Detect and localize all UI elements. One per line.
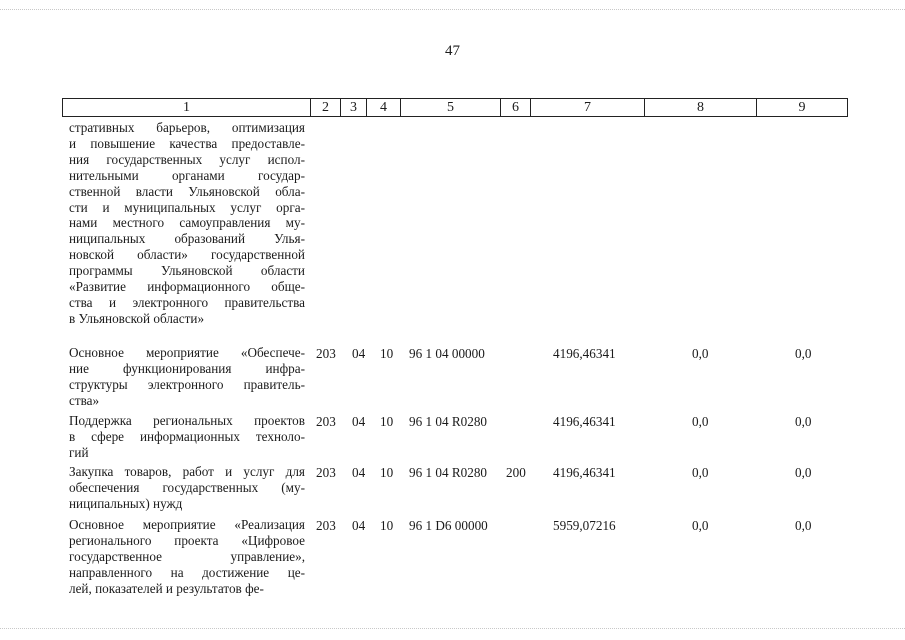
- row-5-description: [69, 517, 305, 597]
- description-line: направленного на достижение це-: [69, 564, 305, 580]
- row-3-cell-amount-year1: 4196,46341: [553, 414, 616, 429]
- row-2-cell-section: 04: [352, 346, 366, 361]
- description-line: ственной власти Ульяновской обла-: [69, 183, 305, 199]
- row-4-cell-subsection: 10: [380, 465, 394, 480]
- description-line: в Ульяновской области»: [69, 310, 205, 326]
- description-line: регионального проекта «Цифровое: [69, 532, 305, 548]
- description-line: ства»: [69, 392, 100, 408]
- row-2-cell-amount-year1: 4196,46341: [553, 346, 616, 361]
- description-line: Поддержка региональных проектов: [69, 413, 305, 428]
- column-header-2: 2: [311, 99, 341, 116]
- row-1-description: [69, 120, 305, 327]
- row-5-cell-amount-year3: 0,0: [795, 518, 812, 533]
- row-3-cell-amount-year3: 0,0: [795, 414, 812, 429]
- description-line: сти и муниципальных услуг орга-: [69, 199, 305, 215]
- description-line: Основное мероприятие «Реализация: [69, 517, 305, 532]
- description-line: новской области» государственной: [69, 247, 305, 263]
- scan-edge-bottom: [0, 628, 905, 630]
- row-3-cell-subsection: 10: [380, 414, 394, 429]
- row-5-cell-amount-year1: 5959,07216: [553, 518, 616, 533]
- description-line: ния государственных услуг испол-: [69, 151, 305, 167]
- description-line: ниципальных образований Улья-: [69, 231, 305, 247]
- column-header-5: 5: [401, 99, 501, 116]
- page-number: 47: [445, 43, 460, 59]
- column-header-4: 4: [367, 99, 401, 116]
- description-line: структуры электронного правитель-: [69, 376, 305, 392]
- column-header-3: 3: [341, 99, 367, 116]
- row-4-cell-admin-code: 203: [316, 465, 336, 480]
- row-3-cell-section: 04: [352, 414, 366, 429]
- description-line: стративных барьеров, оптимизация: [69, 120, 305, 135]
- row-4-cell-amount-year1: 4196,46341: [553, 465, 616, 480]
- row-4-cell-amount-year2: 0,0: [692, 465, 709, 480]
- row-3-cell-target-article: 96 1 04 R0280: [409, 414, 488, 429]
- row-3-cell-amount-year2: 0,0: [692, 414, 709, 429]
- row-5-cell-admin-code: 203: [316, 518, 336, 533]
- description-line: ства и электронного правительства: [69, 294, 305, 310]
- column-header-9: 9: [798, 100, 806, 115]
- description-line: ниципальных) нужд: [69, 495, 183, 511]
- column-header-8: 8: [645, 99, 757, 116]
- row-5-cell-section: 04: [352, 518, 366, 533]
- description-line: нительными органами государ-: [69, 167, 305, 183]
- description-line: обеспечения государственных (му-: [69, 479, 305, 495]
- row-2-cell-amount-year3: 0,0: [795, 346, 812, 361]
- row-4-cell-amount-year3: 0,0: [795, 465, 812, 480]
- row-2-cell-admin-code: 203: [316, 346, 336, 361]
- description-line: лей, показателей и результатов фе-: [69, 580, 264, 596]
- description-line: государственное управление»,: [69, 548, 305, 564]
- column-header-6: 6: [501, 99, 531, 116]
- description-line: и повышение качества предоставле-: [69, 135, 305, 151]
- row-2-description: [69, 345, 305, 409]
- description-line: Основное мероприятие «Обеспече-: [69, 345, 305, 360]
- description-line: гий: [69, 444, 89, 460]
- column-header-7: 7: [531, 99, 645, 116]
- row-3-description: [69, 413, 305, 461]
- row-2-cell-subsection: 10: [380, 346, 394, 361]
- row-5-cell-amount-year2: 0,0: [692, 518, 709, 533]
- table-header-row: [62, 98, 848, 117]
- row-4-cell-target-article: 96 1 04 R0280: [409, 465, 488, 480]
- row-5-cell-subsection: 10: [380, 518, 394, 533]
- row-4-cell-expense-type: 200: [506, 465, 526, 480]
- scan-edge-top: [0, 9, 905, 11]
- row-3-cell-admin-code: 203: [316, 414, 336, 429]
- row-2-cell-target-article: 96 1 04 00000: [409, 346, 485, 361]
- description-line: Закупка товаров, работ и услуг для: [69, 464, 305, 479]
- description-line: программы Ульяновской области: [69, 263, 305, 279]
- row-5-cell-target-article: 96 1 D6 00000: [409, 518, 488, 533]
- column-header-1: 1: [63, 99, 311, 116]
- row-4-cell-section: 04: [352, 465, 366, 480]
- row-2-cell-amount-year2: 0,0: [692, 346, 709, 361]
- description-line: нами местного самоуправления му-: [69, 215, 305, 231]
- description-line: «Развитие информационного обще-: [69, 279, 305, 295]
- description-line: ние функционирования инфра-: [69, 360, 305, 376]
- row-4-description: [69, 464, 305, 512]
- description-line: в сфере информационных техноло-: [69, 428, 305, 444]
